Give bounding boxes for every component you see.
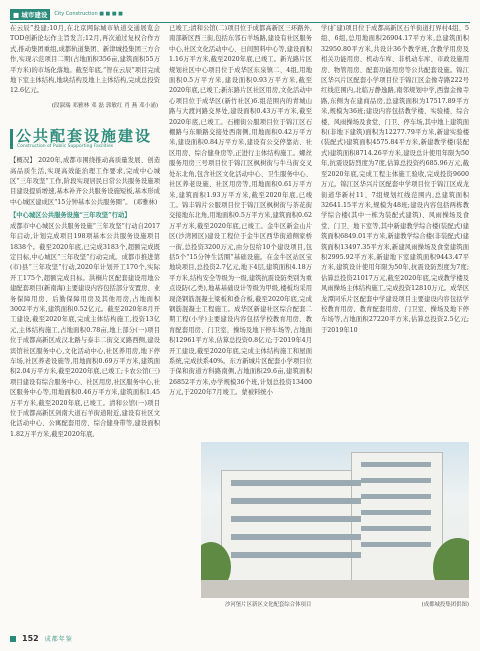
section-title: 公共配套设施建设: [16, 127, 153, 146]
header-rule: [10, 22, 470, 23]
column-1: [10, 24, 160, 440]
heading-bar: [10, 129, 13, 149]
building-tower: [351, 452, 443, 582]
body-paragraph: 成都市中心城区公共服务设施“三年攻坚”行动自2017年启动,计划完成项目198项基本公共服务设施项目1838个。截至2020年底,已完成3183个,超额完成既定目标,中心城区“三年攻坚”行动完成。成都市推进第(市)县“三年攻坚”行动,2020年计划开工170个,实际开工175个,超额完成目标。洪桐片区配套建设用地公建配套项目(新南海)主要建设内容包括部分安置房、业务保障用房、后勤保障用房及其他用房,占地面积3002平方米,建筑面积0.52亿元。截至2020年8月开工建设,截至2020年底,完成主体结构施工,投资13亿元,主体结构施工,占地面积0.78亩,地上部分(一)项目位于成都高新区成汉北路与泰丰二街交叉路西侧,建设宾馆社区服务中心,文化活动中心,社区养用房,地下停车场,社区养老设施等,用地面积0.69万平方米,建筑面积2.04万平方米,截至2020年底,已竣工;卡农公馆(三)项目建设有综合服务中心、社区用房,社区服务中心,社区服务中心等,用地面积0.46万平方米,建筑面积1.45万平方米,截至2020年底,已竣工。清和公馆(一)项目位于成都高新区剑南大道石羊街道附近,建设有社区文化活动中心、公寓配套用房、综合健身带等,建设面积1.82万平方米,截至2020年底,: [10, 222, 160, 438]
photo-credit: (成都城投集团供图): [421, 602, 469, 608]
section-tag: ■ 城市建设: [10, 9, 50, 20]
building-photo: [201, 442, 469, 598]
intro-paragraph: 在云辰”投建;10月,在北京网际城市轨道交通展览会TOD创新论坛作主旨发言;12月,再次通过复权合作方式,推动集团重组,成都轨道集团、新津城投集团三方合作,实现示范项目二期(占地面积356亩,建筑面积55万平方米)的市场化落地。截至年底,“智在云辰”项目完成地下室主体结构,地块结构及地上主体结构,完成总投资12.6亿元。: [10, 25, 160, 95]
body-paragraph-2: 已竣工;清和公馆(二)项目位于成都高新区三环路外,南部新区西三街,包括东邻石羊场路,建设有社区服务中心,社区文化活动中心、日间照料中心等,建设面积1.16万平方米,截至2020年底,已竣工。新光路片区规划社区中心项目位于成华区东泉镇二、4组,用地面积0.5万平方米,建设面积0.93万平方米,截至2020年底,已竣工;新东路片区社区用房,文化活动中心项目位于成华区(新竹社区)6.组范围内的青城山路与大渡河路交界处,建设面积0.43万平方米,截至2020年底,已竣工。石棚街公服项目位于锦江区石棚路与东顺路交接处西南侧,用地面积0.42万平方米,建设面积0.84万平方米,建设有公交停靠站、社区用房、综合健身房等,正进行主体结构施工。螺丝服务用房三号项目位于锦江区枫树街与牛马街交叉处东北角,包含社区文化活动中心、卫生服务中心、社区养老设施、社区用房等,用地面积0.61万平方米,建筑面积1.93万平方米,截至2020年底,已竣工。锦丰锦片公服项目位于锦江区枫树街与茶花街交接地东北角,用地面积0.5万平方米,建筑面积0.62万平方米,截至2020年底,已竣工。金牛区新金山片区(沙湾园区)建设工程位于金牛区西华街道侧家桥一街,总投资3200万元,由分包给10个建设项目,包括5个“15分钟生活圈”基础设施。在金牛区站区宝地块项目,总投资2.7亿元,地下4层,建筑面积4.18万平方米,结构安全等级为一级,建筑抗震设防类别为重点设防(乙类),地基基础设计等级为甲级,楼板均采用现浇钢筋混凝土梁板和叠合板,截至2020年底,完成钢筋混凝土工程施工。成华区新建社区综合配套二期工程(小学)主要建设内容包括学校教育用房、教育配套用房、门卫室、操场及地下停车场等,占地面积12961平方米,估算总投资0.8亿元;于2019年4月开工建设,截至2020年底,完成主体结构施工和屋面系统,完成扶系40%。东方新城片区配套小学项目位于保和街道方科路南侧,占地面积29.6亩,建筑面积26852平方米,办学规模36个班,计划总投资13400万元,于2020年7月竣工。蒙被料统小: [169, 25, 312, 397]
body-paragraph-3: 学(扩建)项目位于成都高新区石羊街道打界村4组、5组、6组,总用地面积26904.17平方米,总建筑面积32950.80平方米,共设计36个教学班,含教学用房及相关功能用房、机动车库、非机动车库、市政设施用房、物管用房、配套功能用房等公共配套设施。锦江区华兴片区配套小学项目位于锦江区金像寺路222号红线范围内,北临万静逸路,南邻规划中学,西靠金像寺路,东侧为在建商品房,总建筑面积为17517.89平方米,规模为36班;建设内容包括教学楼、实验楼、综合楼、风雨操场及食堂、门卫、停车场,其中地上建筑面积(非地下建筑)面积为12277.79平方米,新建实验楼(装配式)建筑面积4575.84平方米,新建教学楼(装配式)建筑面积8714.26平方米,建设总计使用年限为50年,抗震设防烈度为7度,估算总投资约685.96万元,截至2020年底,完成工程主体施工验收,完成投资9600万元。锦江区华兴片区配套中学项目位于锦江区成龙街道华新村11、7组规划红线范围内,总建筑面积32641.15平方米,规模为48班;建设内容包括两栋教学综合楼(其中一栋为装配式建筑)、风雨操场及食堂、门卫、地下室等,其中新建教学综合楼(装配式)建筑面积6849.01平方米,新建教学综合楼(非装配式)建筑面积13497.35平方米,新建风雨操场及食堂建筑面积2995.92平方米,新建地下室建筑面积9443.47平方米,建筑设计使用年限为50年,抗震设防烈度为7度;估算总投资21017万元,截至2020年底,完成教学楼及风雨操场主体结构施工,完成投资12810万元。成华区龙潭同乐片区配套中学建设项目主要建设内容包括学校教育用房、教育配套用房、门卫室、操场及地下停车场等,占地面积27220平方米,估算总投资2.5亿元;于2019年10: [321, 25, 469, 334]
photo-caption-row: [201, 600, 469, 608]
magazine-name: 成都年鉴: [44, 636, 73, 643]
section-tag-en: City Construction ■ ■ ■ ■: [54, 11, 123, 17]
page-footer: [10, 634, 73, 643]
photo-caption: 沙河堡片区新区文化配套综合体项目: [225, 602, 312, 608]
ground: [201, 580, 469, 598]
column-3: [321, 24, 469, 440]
footer-square: [10, 636, 16, 642]
page-number: 152: [22, 634, 39, 643]
author-signature: (段淑瑞 邓雅林 邓 磊 郭敏红 肖 燕 邓小涌): [51, 102, 158, 109]
subsection-heading: 【中心城区公共服务设施“三年攻坚”行动】: [10, 212, 131, 220]
page-header: [10, 8, 470, 20]
section-title-en: Construction of Public Supporting Facilities: [17, 144, 114, 150]
overview-paragraph: 【概况】 2020年,成都市围绕推动高质量发展、创造高品质生活,实现高效能治理工作要求,完成中心城区“三年攻坚”工作,阶段实现居民日常公共服务设施项目建设提质增速,基本补齐公共服务设施短板,基本形成中心城区建成区“15分钟基本公共服务圈”。 (邓雅林): [10, 157, 160, 206]
section-heading: [10, 125, 160, 153]
